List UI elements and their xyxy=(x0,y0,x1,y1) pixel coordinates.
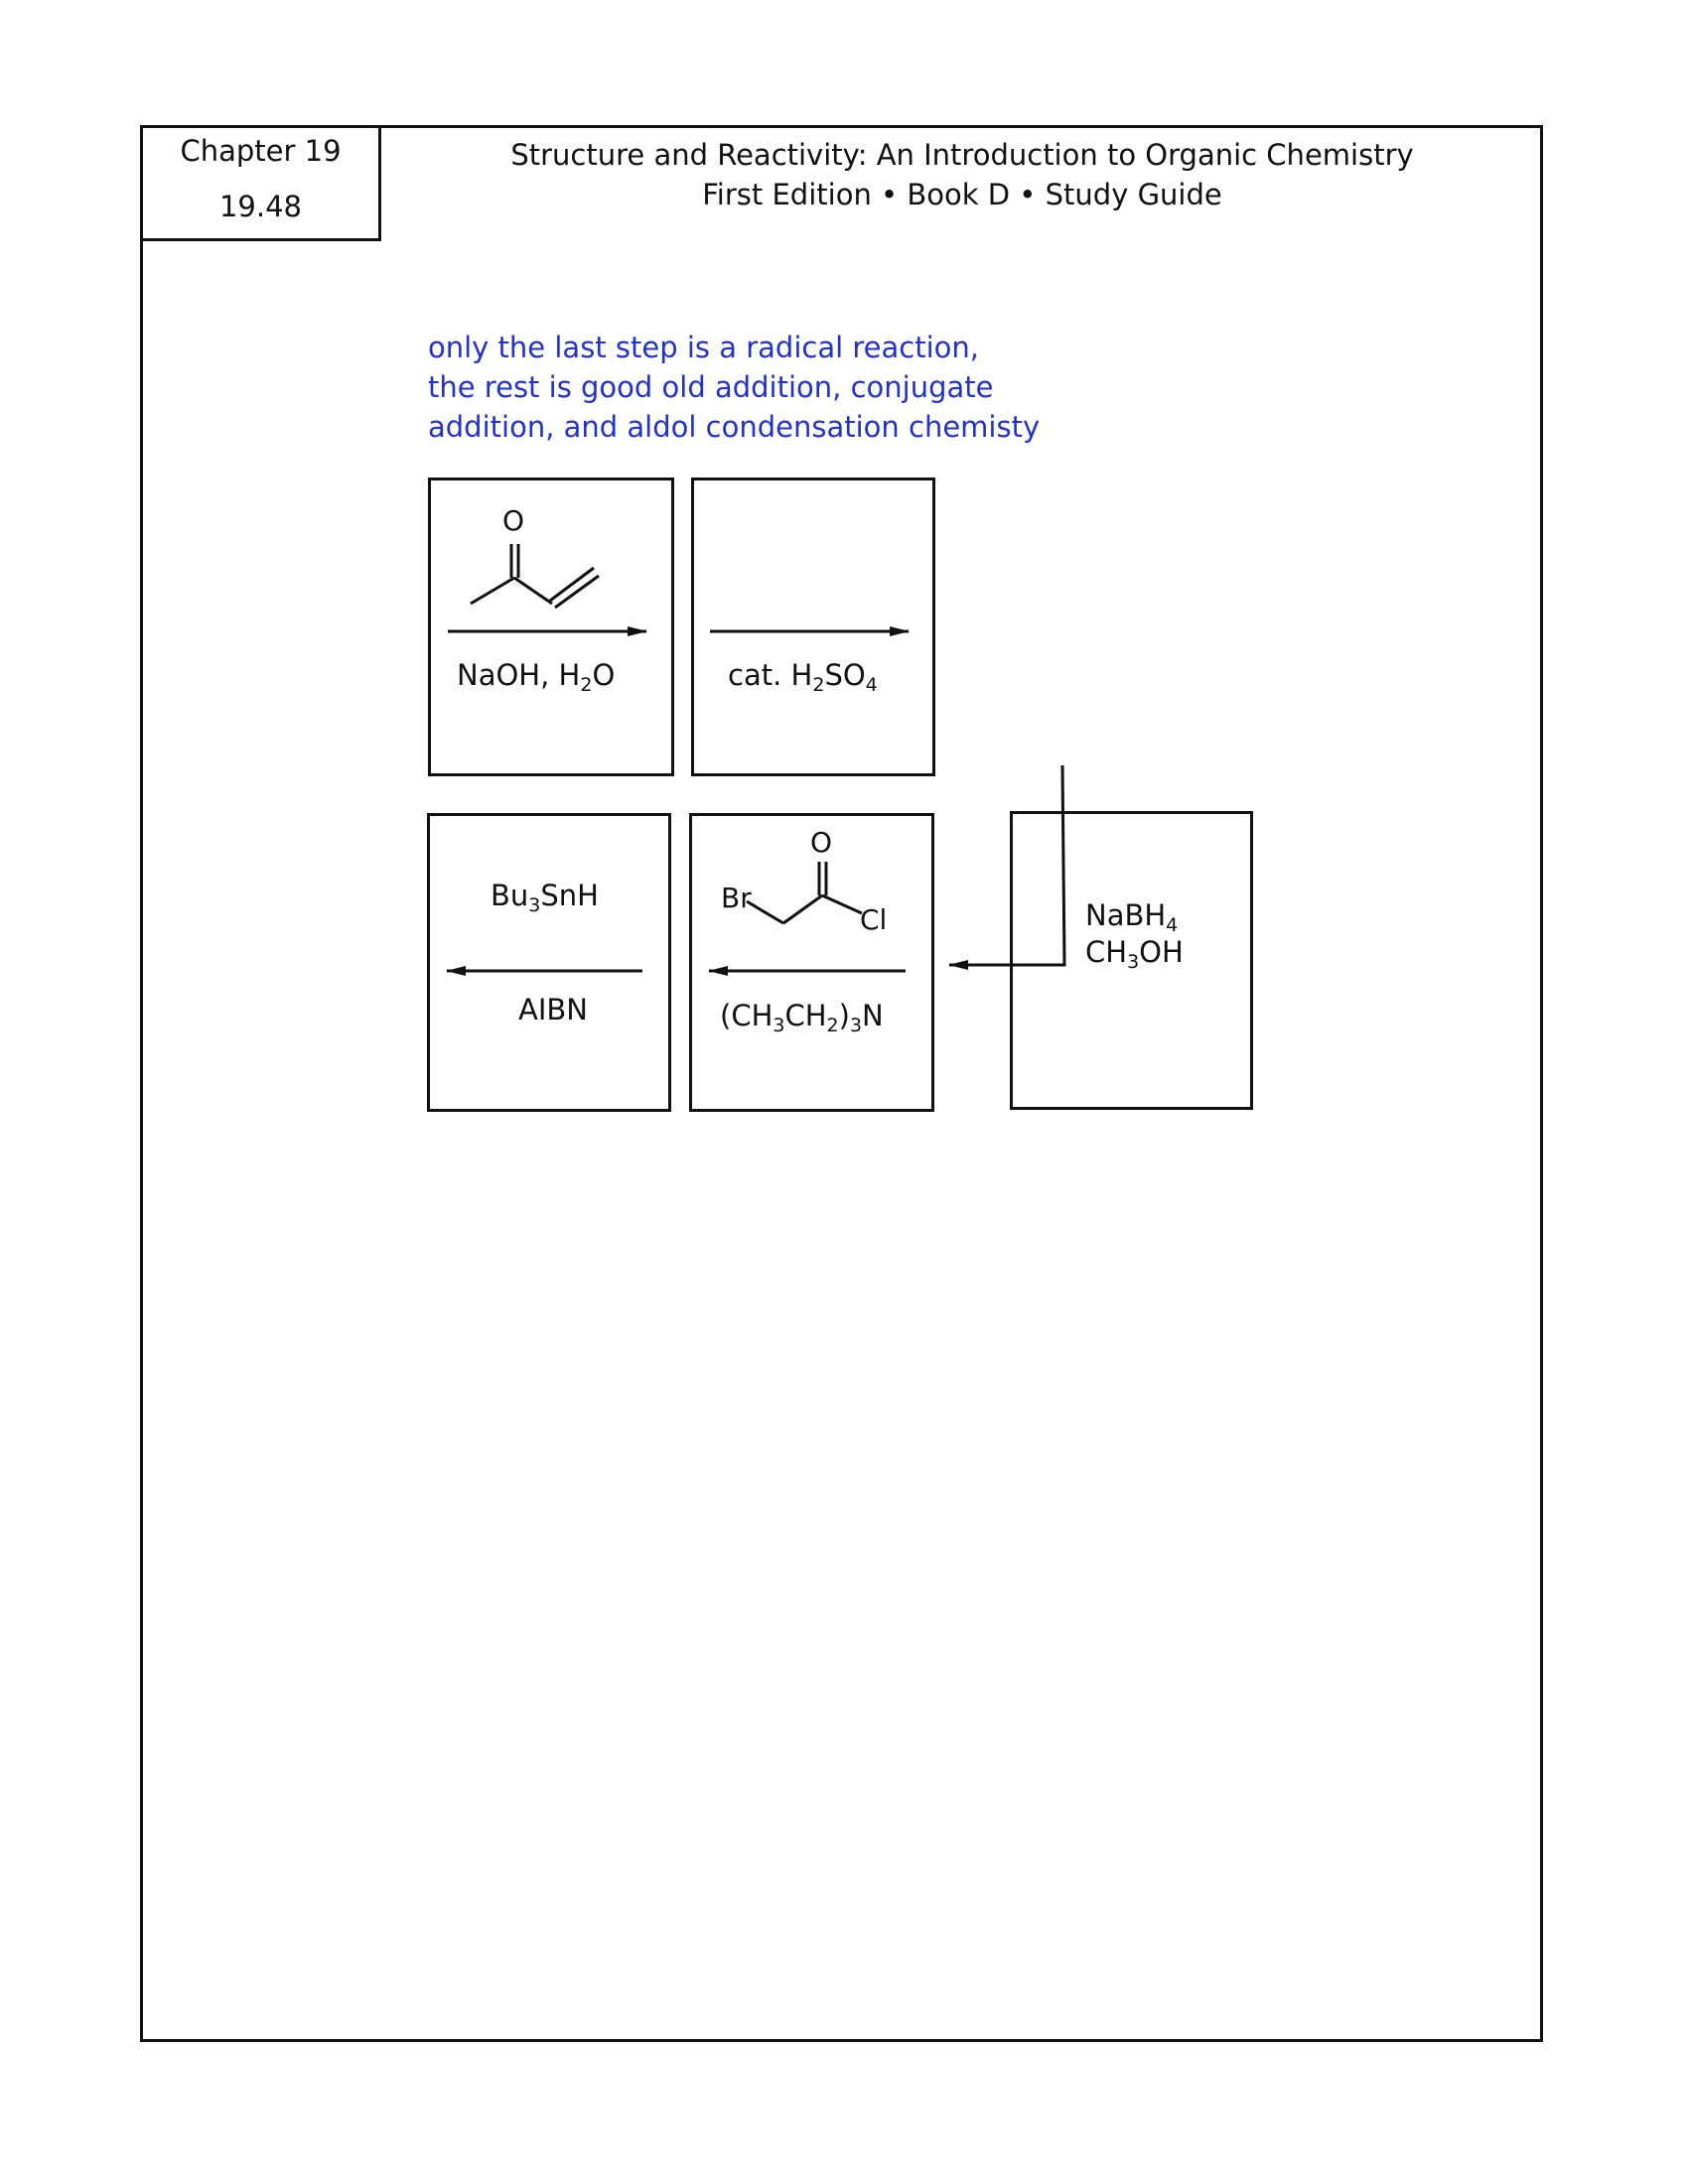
bromoacetyl-chloride-structure xyxy=(747,862,862,923)
step5-reagent-bottom: AIBN xyxy=(518,993,588,1026)
problem-number: 19.48 xyxy=(218,190,303,223)
step2-reagent: cat. $H_2SO_4$ xyxy=(728,658,878,696)
methyl-vinyl-ketone-structure xyxy=(471,544,599,608)
note-line2: the rest is good old addition, conjugate xyxy=(428,370,994,404)
note-line1: only the last step is a radical reaction, xyxy=(428,331,979,364)
step1-reagent: NaOH, $H_2O$ xyxy=(457,658,616,696)
note-line3: addition, and aldol condensation chemisty xyxy=(428,410,1041,444)
step3-reagent-line1: NaBH$_4$ xyxy=(1085,898,1179,936)
step4-bromine-atom: Br xyxy=(721,882,752,914)
book-title-line1: Structure and Reactivity: An Introduction to Organic Chemistry xyxy=(510,138,1414,172)
chapter-label: Chapter 19 xyxy=(180,134,342,168)
step4-oxygen-atom: O xyxy=(810,826,833,859)
step3-reagent-line2: $CH_3OH$ xyxy=(1085,935,1184,973)
book-title-line2: First Edition • Book D • Study Guide xyxy=(702,178,1222,211)
step4-chlorine-atom: Cl xyxy=(860,903,888,936)
step1-oxygen-atom: O xyxy=(502,504,525,537)
step5-reagent-top: $Bu_3SnH$ xyxy=(491,879,599,916)
step4-base-reagent: $(CH_3CH_2)_3N$ xyxy=(720,999,884,1036)
step3-connector-line xyxy=(983,765,1064,965)
